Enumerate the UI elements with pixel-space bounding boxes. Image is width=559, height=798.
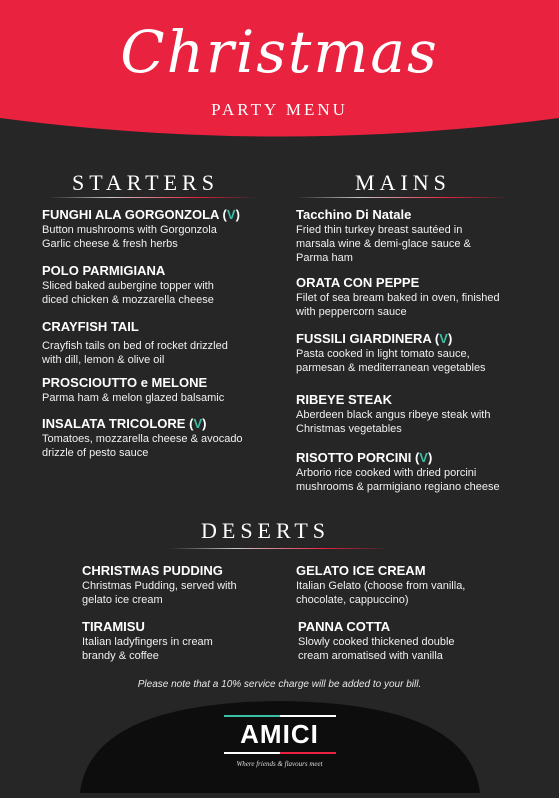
item-name: FUNGHI ALA GORGONZOLA (V) xyxy=(42,207,240,222)
vegetarian-badge: V xyxy=(419,450,428,465)
item-name: CHRISTMAS PUDDING xyxy=(82,563,223,578)
logo-top-bar xyxy=(224,715,336,717)
desert-item xyxy=(296,563,465,607)
item-description: drizzle of pesto sauce xyxy=(42,447,149,459)
item-name: RIBEYE STEAK xyxy=(296,392,393,407)
starter-item xyxy=(42,207,240,251)
item-description: brandy & coffee xyxy=(82,650,159,662)
item-description: Garlic cheese & fresh herbs xyxy=(42,238,178,250)
starters-heading: STARTERS xyxy=(72,170,219,195)
item-name: FUSSILI GIARDINERA (V) xyxy=(296,331,453,346)
mains-heading: MAINS xyxy=(355,170,451,195)
vegetarian-badge: V xyxy=(439,331,448,346)
item-description: Parma ham xyxy=(296,252,353,264)
item-description: Pasta cooked in light tomato sauce, xyxy=(296,348,470,360)
item-name: PANNA COTTA xyxy=(298,619,391,634)
main-item xyxy=(296,331,486,375)
item-description: Tomatoes, mozzarella cheese & avocado xyxy=(42,433,243,445)
deserts-divider xyxy=(170,548,390,549)
item-name: RISOTTO PORCINI (V) xyxy=(296,450,433,465)
item-description: with dill, lemon & olive oil xyxy=(42,354,165,366)
item-description: Italian Gelato (choose from vanilla, xyxy=(296,580,466,592)
item-description: Sliced baked aubergine topper with xyxy=(42,280,214,292)
service-charge-note: Please note that a 10% service charge will be added to your bill. xyxy=(137,679,422,690)
item-description: gelato ice cream xyxy=(82,594,163,606)
deserts-heading: DESERTS xyxy=(201,518,331,543)
main-item xyxy=(296,392,490,436)
desert-item xyxy=(82,563,237,607)
item-description: Christmas Pudding, served with xyxy=(82,580,237,592)
main-item xyxy=(296,207,471,265)
starter-item xyxy=(42,319,228,367)
logo-bottom-bar xyxy=(224,752,336,754)
starter-item xyxy=(42,263,214,307)
menu-title: Christmas xyxy=(120,18,439,86)
logo-tagline: Where friends & flavours meet xyxy=(236,760,323,768)
item-description: cream aromatised with vanilla xyxy=(298,650,443,662)
starter-item xyxy=(42,416,243,460)
item-description: with peppercorn sauce xyxy=(296,306,407,318)
item-description: Button mushrooms with Gorgonzola xyxy=(42,224,217,236)
item-name: INSALATA TRICOLORE (V) xyxy=(42,416,207,431)
mains-divider xyxy=(296,197,510,198)
vegetarian-badge: V xyxy=(193,416,203,431)
item-description: mushrooms & parmigiano regiano cheese xyxy=(296,481,500,493)
desert-item xyxy=(82,619,213,663)
item-name: TIRAMISU xyxy=(82,619,145,634)
item-description: Crayfish tails on bed of rocket drizzled xyxy=(42,340,228,352)
item-description: Arborio rice cooked with dried porcini xyxy=(296,467,477,479)
item-description: Slowly cooked thickened double xyxy=(298,636,455,648)
menu-subtitle: PARTY MENU xyxy=(211,100,348,119)
item-description: parmesan & mediterranean vegetables xyxy=(296,362,486,374)
starters-divider xyxy=(48,197,258,198)
item-description: Filet of sea bream baked in oven, finished xyxy=(296,292,500,304)
main-item xyxy=(296,450,500,494)
item-name: POLO PARMIGIANA xyxy=(42,263,166,278)
starter-item xyxy=(42,375,224,405)
item-description: chocolate, cappuccino) xyxy=(296,594,409,606)
amici-logo: AMICI xyxy=(240,719,319,749)
main-item xyxy=(296,275,500,319)
item-name: CRAYFISH TAIL xyxy=(42,319,139,334)
vegetarian-badge: V xyxy=(226,207,236,222)
item-description: Italian ladyfingers in cream xyxy=(82,636,213,648)
item-description: Fried thin turkey breast sautéed in xyxy=(296,224,463,236)
item-name: Tacchino Di Natale xyxy=(296,207,412,222)
item-description: diced chicken & mozzarella cheese xyxy=(42,294,214,306)
item-description: Aberdeen black angus ribeye steak with xyxy=(296,409,491,421)
item-name: ORATA CON PEPPE xyxy=(296,275,420,290)
item-description: marsala wine & demi-glace sauce & xyxy=(296,238,471,250)
item-description: Christmas vegetables xyxy=(296,423,402,435)
item-description: Parma ham & melon glazed balsamic xyxy=(42,392,225,404)
item-name: PROSCIOUTTO e MELONE xyxy=(42,375,208,390)
item-name: GELATO ICE CREAM xyxy=(296,563,426,578)
desert-item xyxy=(298,619,455,663)
